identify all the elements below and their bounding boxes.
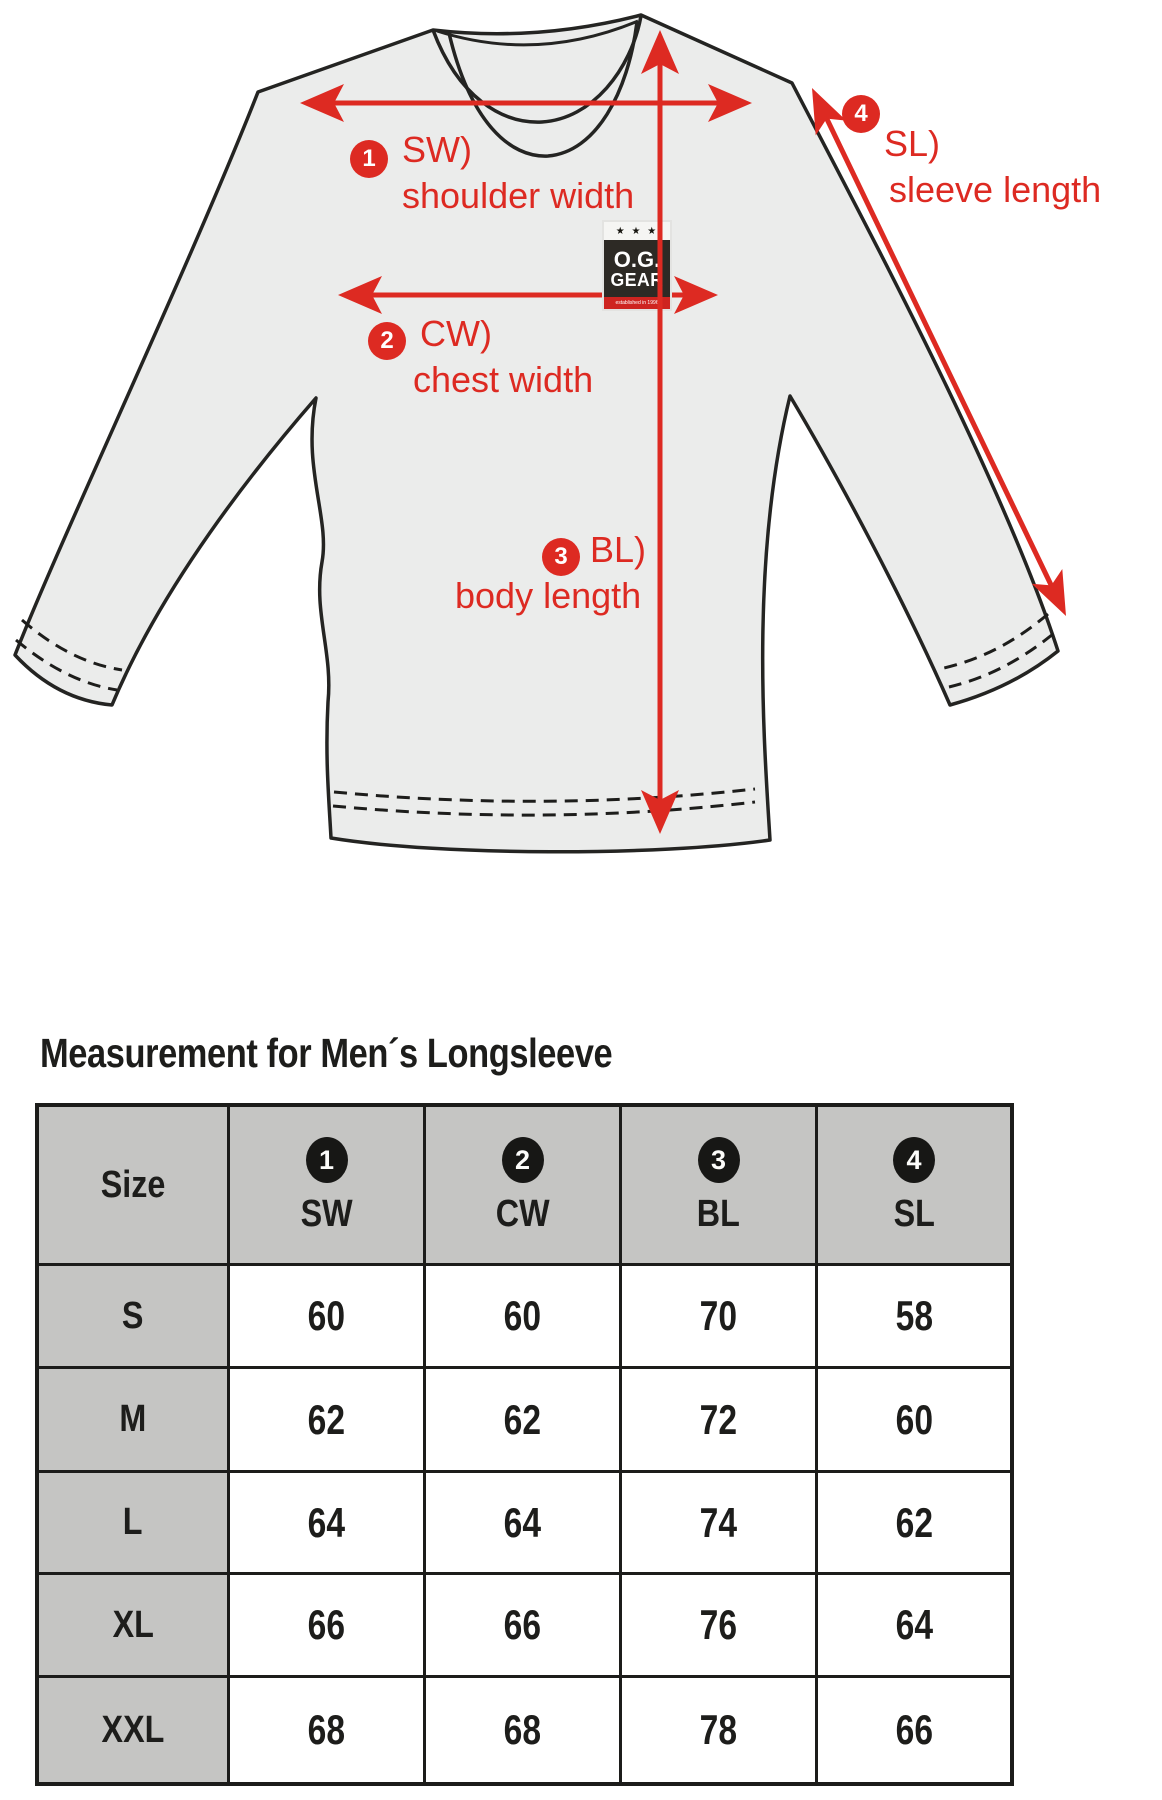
value-l-bl: 74 <box>699 1498 738 1546</box>
column-1-label: SW <box>300 1193 353 1235</box>
row-xl-sw <box>230 1575 423 1675</box>
column-header-cw <box>426 1107 619 1263</box>
measure-2-code: CW) <box>420 313 492 354</box>
value-l-cw: 64 <box>503 1498 542 1546</box>
column-4-label: SL <box>893 1193 935 1235</box>
column-header-sw <box>230 1107 423 1263</box>
value-m-sl: 60 <box>895 1395 933 1443</box>
measure-4-name: sleeve length <box>889 169 1102 210</box>
measure-1-badge: 1 <box>350 140 388 178</box>
value-m-cw: 62 <box>503 1395 542 1443</box>
size-m: M <box>119 1398 147 1440</box>
row-l-sw <box>230 1473 423 1572</box>
measurement-table <box>35 1103 1014 1786</box>
logo-tagline: established in 1996 <box>604 297 670 309</box>
column-3-badge: 3 <box>698 1137 740 1183</box>
row-m-sl <box>818 1369 1010 1470</box>
measure-3-badge: 3 <box>542 538 580 576</box>
row-m-label <box>39 1369 227 1470</box>
row-s-sw <box>230 1266 423 1366</box>
row-l-bl <box>622 1473 815 1572</box>
size-header-label: Size <box>100 1163 166 1206</box>
row-m-cw <box>426 1369 619 1470</box>
row-l-sl <box>818 1473 1010 1572</box>
size-xxl: XXL <box>101 1708 165 1751</box>
value-xl-sw: 66 <box>307 1601 346 1648</box>
row-xxl-bl <box>622 1678 815 1782</box>
row-xxl-sw <box>230 1678 423 1782</box>
column-2-label: CW <box>495 1193 550 1235</box>
value-xxl-sw: 68 <box>307 1706 346 1753</box>
row-xxl-label <box>39 1678 227 1782</box>
measure-4-badge: 4 <box>842 95 880 133</box>
column-header-sl <box>818 1107 1010 1263</box>
value-l-sl: 62 <box>895 1498 933 1546</box>
row-m-sw <box>230 1369 423 1470</box>
logo-line2: GEAR <box>610 269 664 290</box>
measure-4-code: SL) <box>884 123 941 164</box>
value-xl-cw: 66 <box>503 1601 542 1648</box>
value-xxl-bl: 78 <box>699 1706 738 1753</box>
logo-stars-icon: ★ ★ ★ <box>604 222 670 240</box>
measure-3-name: body length <box>455 575 642 616</box>
value-s-sl: 58 <box>895 1292 933 1339</box>
row-xl-sl <box>818 1575 1010 1675</box>
size-l: L <box>123 1501 143 1543</box>
column-1-badge: 1 <box>306 1137 348 1183</box>
size-column-header <box>39 1107 227 1263</box>
column-2-badge: 2 <box>502 1137 544 1183</box>
value-xxl-cw: 68 <box>503 1706 542 1753</box>
table-title: Measurement for Men´s Longsleeve <box>40 1030 613 1076</box>
column-header-bl <box>622 1107 815 1263</box>
measure-2-name: chest width <box>413 359 594 400</box>
row-s-bl <box>622 1266 815 1366</box>
shirt-measurement-diagram <box>0 0 1162 880</box>
body-length-arrow <box>0 0 1162 880</box>
row-l-label <box>39 1473 227 1572</box>
value-s-bl: 70 <box>699 1292 738 1339</box>
value-xl-bl: 76 <box>699 1601 738 1648</box>
measure-3-code: BL) <box>590 529 647 570</box>
row-xl-cw <box>426 1575 619 1675</box>
value-m-sw: 62 <box>307 1395 346 1443</box>
size-xl: XL <box>112 1603 154 1646</box>
value-m-bl: 72 <box>699 1395 738 1443</box>
size-s: S <box>122 1294 144 1337</box>
value-xxl-sl: 66 <box>895 1706 933 1753</box>
measure-1-code: SW) <box>402 129 472 170</box>
row-s-label <box>39 1266 227 1366</box>
measure-1-name: shoulder width <box>402 175 635 216</box>
row-s-sl <box>818 1266 1010 1366</box>
row-s-cw <box>426 1266 619 1366</box>
column-4-badge: 4 <box>893 1137 935 1183</box>
column-3-label: BL <box>696 1193 741 1235</box>
logo-line1: O.G. <box>613 246 661 272</box>
row-xxl-sl <box>818 1678 1010 1782</box>
value-l-sw: 64 <box>307 1498 346 1546</box>
row-m-bl <box>622 1369 815 1470</box>
row-l-cw <box>426 1473 619 1572</box>
value-s-cw: 60 <box>503 1292 542 1339</box>
row-xl-label <box>39 1575 227 1675</box>
row-xxl-cw <box>426 1678 619 1782</box>
value-s-sw: 60 <box>307 1292 346 1339</box>
row-xl-bl <box>622 1575 815 1675</box>
measure-2-badge: 2 <box>368 322 406 360</box>
value-xl-sl: 64 <box>895 1601 933 1648</box>
